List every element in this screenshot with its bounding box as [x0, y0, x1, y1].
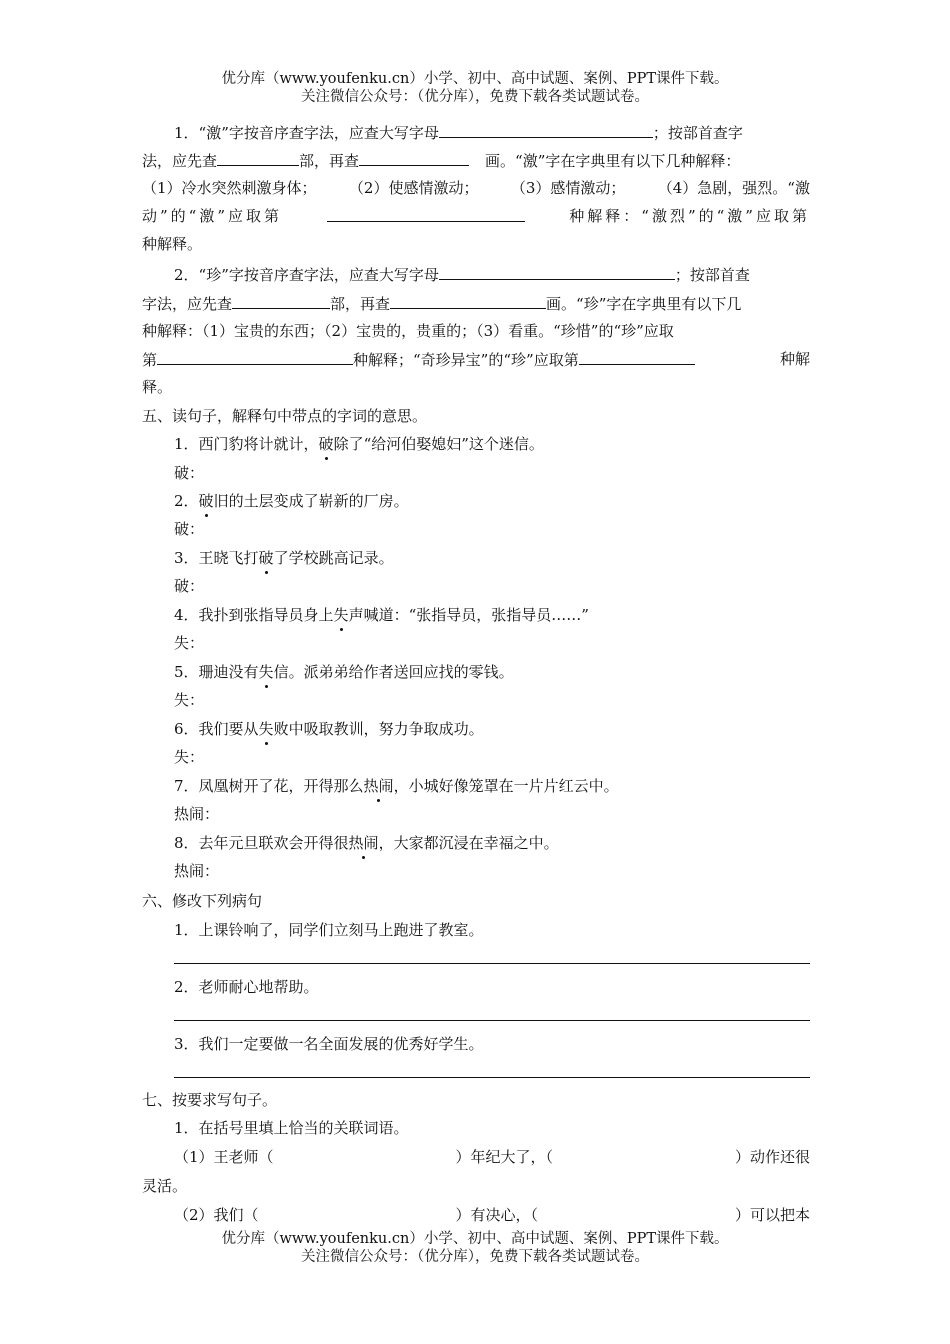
q4-item1-text: 法，应先查 — [142, 152, 218, 170]
q5-answer-4[interactable]: 失： — [174, 634, 205, 652]
q4-item2-text: 部，再查 — [330, 295, 391, 313]
sentence-text: 6．我们要从 — [174, 720, 259, 738]
sentence-text: ）有决心，（ — [455, 1206, 539, 1224]
answer-line[interactable] — [174, 1077, 810, 1078]
q5-sentence-7 — [174, 776, 619, 796]
q5-sentence-3 — [174, 548, 394, 568]
q4-item2-text: 画。“珍”字在字典里有以下几 — [546, 295, 742, 313]
q6-title: 六、修改下列病句 — [142, 892, 263, 910]
q4-item1-text: 部，再查 — [299, 152, 360, 170]
sentence-text: 了学校跳高记录。 — [273, 549, 394, 567]
dotted-word: 失 — [258, 663, 274, 681]
q6-sentence-1: 1．上课铃响了，同学们立刻马上跑进了教室。 — [174, 921, 484, 939]
q7-title: 七、按要求写句子。 — [142, 1091, 278, 1109]
q4-item2-line3: 种解释：（1）宝贵的东西；（2）宝贵的，贵重的；（3）看重。“珍惜”的“珍”应取 — [142, 322, 674, 340]
definition: （4）急剧，强烈。“激 — [657, 179, 810, 197]
q5-sentence-2 — [174, 491, 409, 511]
answer-blank[interactable] — [390, 293, 546, 309]
q4-item1-line1 — [174, 122, 743, 143]
dotted-word: 失 — [258, 720, 274, 738]
q4-item2-text: 字法，应先查 — [142, 295, 233, 313]
q5-answer-6[interactable]: 失： — [174, 748, 205, 766]
q4-item1-text: 画。“激”字在字典里有以下几种解释： — [485, 152, 741, 170]
q5-sentence-4 — [174, 605, 589, 625]
dotted-word: 破 — [258, 549, 274, 567]
q4-item2-line5: 释。 — [142, 378, 173, 396]
sentence-text: 声喊道：“张指导员，张指导员……” — [348, 606, 589, 624]
sentence-text: （2）我们（ — [174, 1206, 259, 1224]
answer-blank[interactable] — [232, 293, 330, 309]
sentence-text: （1）王老师（ — [174, 1148, 274, 1166]
header-line-1: 优分库（www.youfenku.cn）小学、初中、高中试题、案例、PPT课件下载。 — [221, 71, 729, 87]
sentence-text: 败中吸取教训，努力争取成功。 — [273, 720, 484, 738]
q4-item1-line2 — [142, 150, 740, 171]
q7-sub1: 1．在括号里填上恰当的关联词语。 — [174, 1119, 409, 1137]
sentence-text: ）动作还很 — [734, 1148, 810, 1166]
sentence-text: 5．珊迪没有 — [174, 663, 259, 681]
q4-item2-text: 第 — [142, 351, 158, 369]
q5-answer-8[interactable]: 热闹： — [174, 862, 220, 880]
definition: （3）感情激动； — [510, 179, 626, 197]
q5-answer-1[interactable]: 破： — [174, 464, 205, 482]
q4-item2-line1 — [174, 264, 750, 285]
dotted-word: 热闹 — [348, 834, 379, 852]
answer-blank[interactable] — [157, 349, 353, 365]
sentence-text: 4．我扑到张指导员身上 — [174, 606, 334, 624]
dotted-word: 破 — [318, 435, 334, 453]
answer-line[interactable] — [174, 1020, 810, 1021]
sentence-text: 信。派弟弟给作者送回应找的零钱。 — [273, 663, 514, 681]
footer-line-1: 优分库（www.youfenku.cn）小学、初中、高中试题、案例、PPT课件下载。 — [221, 1231, 729, 1247]
q6-sentence-2: 2．老师耐心地帮助。 — [174, 978, 319, 996]
q4-item1-line5: 种解释。 — [142, 235, 203, 253]
q4-item2-text: 2．“珍”字按音序查字法，应查大写字母 — [174, 266, 439, 284]
q4-item2-line4 — [142, 349, 810, 370]
dotted-word: 热闹 — [363, 777, 394, 795]
answer-line[interactable] — [174, 963, 810, 964]
answer-blank[interactable] — [217, 150, 299, 166]
sentence-text: ，小城好像笼罩在一片片红云中。 — [393, 777, 619, 795]
sentence-text: ，大家都沉浸在幸福之中。 — [378, 834, 559, 852]
q4-item2-text: ；按部首查 — [674, 266, 750, 284]
definition: （1）冷水突然刺激身体； — [142, 179, 317, 197]
answer-blank[interactable] — [359, 150, 469, 166]
sentence-text: 1．西门豹将计就计， — [174, 435, 319, 453]
q4-item1-line3 — [142, 178, 810, 198]
sentence-text: 3．王晓飞打 — [174, 549, 259, 567]
answer-blank[interactable] — [439, 122, 653, 138]
answer-blank[interactable] — [579, 349, 695, 365]
q4-item1-line4 — [142, 206, 810, 226]
sentence-text: 8．去年元旦联欢会开得很 — [174, 834, 349, 852]
q4-item1-text: 1．“激”字按音序查字法，应查大写字母 — [174, 124, 439, 142]
q5-sentence-1 — [174, 434, 544, 454]
sentence-text: 2． — [174, 492, 199, 510]
q5-answer-5[interactable]: 失： — [174, 691, 205, 709]
footer-line-2: 关注微信公众号：（优分库），免费下载各类试题试卷。 — [301, 1249, 649, 1265]
q5-answer-2[interactable]: 破： — [174, 520, 205, 538]
header-line-2: 关注微信公众号：（优分库），免费下载各类试题试卷。 — [301, 89, 649, 105]
q5-sentence-5 — [174, 662, 514, 682]
answer-blank[interactable] — [327, 206, 525, 222]
q5-answer-3[interactable]: 破： — [174, 577, 205, 595]
q7-s1-line — [174, 1147, 810, 1167]
sentence-text: 7．凤凰树开了花，开得那么 — [174, 777, 364, 795]
q4-item1-text: ；按部首查字 — [652, 124, 743, 142]
q7-s1-cont: 灵活。 — [142, 1177, 188, 1195]
answer-blank[interactable] — [439, 264, 675, 280]
q4-item2-line2 — [142, 293, 741, 314]
dotted-word: 破 — [198, 492, 214, 510]
q4-item1-text: 种解释：“激烈”的“激”应取第 — [569, 207, 810, 225]
dotted-word: 失 — [333, 606, 349, 624]
q5-sentence-8 — [174, 833, 559, 853]
sentence-text: 除了“给河伯娶媳妇”这个迷信。 — [333, 435, 544, 453]
sentence-text: 旧的土层变成了崭新的厂房。 — [213, 492, 409, 510]
q6-sentence-3: 3．我们一定要做一名全面发展的优秀好学生。 — [174, 1035, 484, 1053]
sentence-text: ）可以把本 — [734, 1206, 810, 1224]
q4-item1-text: 动”的“激”应取第 — [142, 207, 283, 225]
q4-item2-text: 种解释；“奇珍异宝”的“珍”应取第 — [353, 351, 579, 369]
sentence-text: ）年纪大了，（ — [455, 1148, 554, 1166]
q7-s2-line — [174, 1205, 810, 1225]
q5-sentence-6 — [174, 719, 484, 739]
definition: （2）使感情激动； — [348, 179, 479, 197]
q5-answer-7[interactable]: 热闹： — [174, 805, 220, 823]
q5-title: 五、读句子，解释句中带点的字词的意思。 — [142, 407, 428, 425]
q4-item2-text: 种解 — [779, 350, 810, 368]
